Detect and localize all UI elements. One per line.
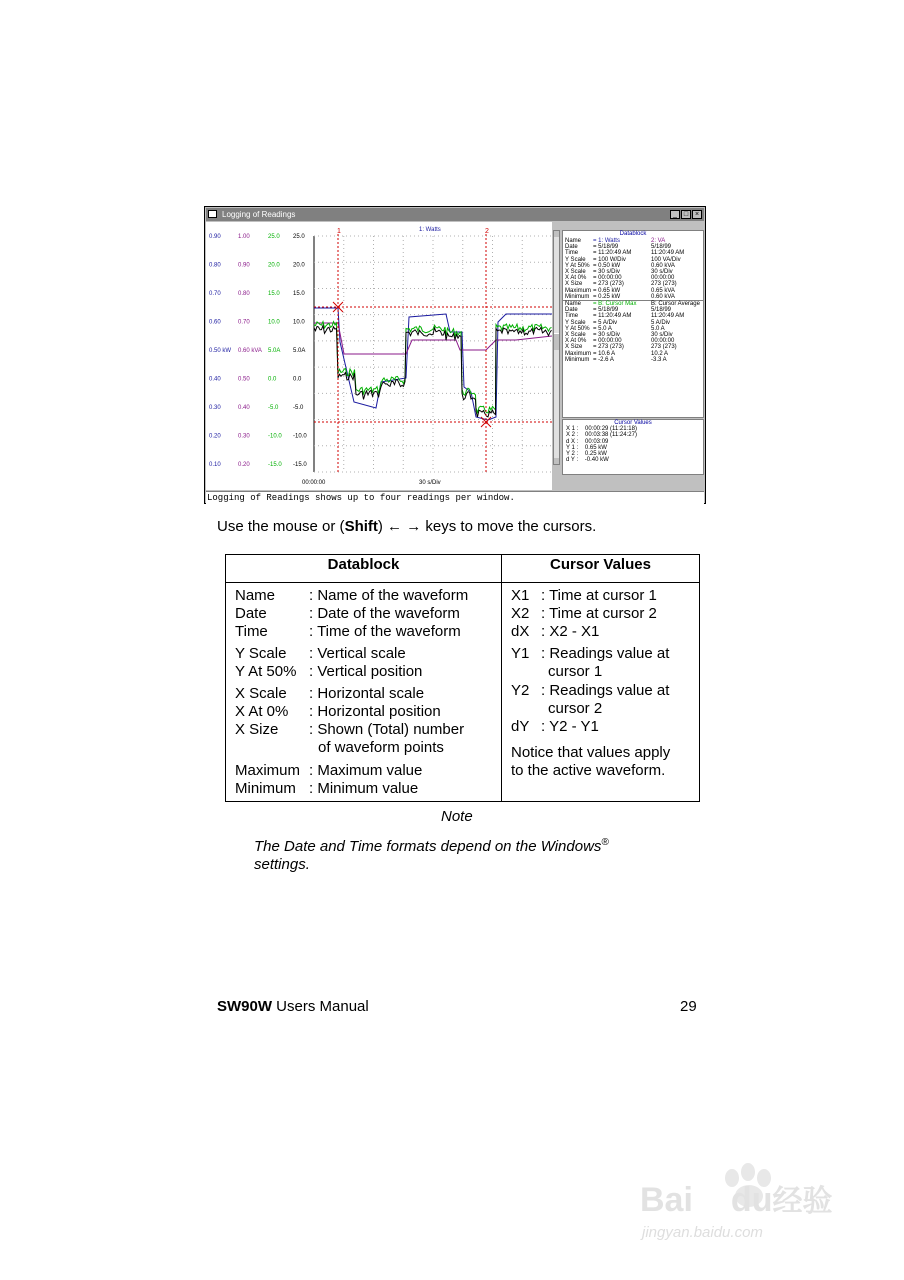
datablock-cell: X Scale	[565, 331, 586, 338]
datablock-panel	[562, 230, 704, 418]
datablock-cell: -3.3 A	[651, 356, 667, 363]
cursor-values-rows	[566, 426, 637, 464]
note-title: Note	[441, 808, 473, 825]
datablock-cell: Y At 50%	[565, 262, 590, 269]
datablock-cell: 0.60 kVA	[651, 293, 675, 300]
cursor-value-row: X 1 : 00:00:29 (11:21:18)	[566, 426, 637, 432]
note-reg: ®	[601, 837, 609, 848]
cursor-value-row: d X : 00:03:09	[566, 438, 609, 445]
close-button[interactable]: ×	[692, 210, 702, 219]
datablock-cell: = 30 s/Div	[593, 268, 620, 275]
table-definition: : X2 - X1	[541, 623, 600, 640]
table-definition: : Readings value at	[541, 645, 670, 662]
table-term: Y1	[511, 645, 530, 662]
datablock-cell: 273 (273)	[651, 281, 677, 288]
datablock-cell: 11:20:49 AM	[651, 250, 685, 257]
datablock-cell: = 0.50 kW	[593, 262, 621, 269]
axis-tick-label: -5.0	[293, 405, 304, 411]
datablock-cell: Maximum	[565, 287, 592, 294]
datablock-cell: Maximum	[565, 350, 592, 357]
table-term: X2	[511, 605, 530, 622]
table-term: dY	[511, 718, 530, 735]
table-term: Time	[235, 623, 268, 640]
table-definition: of waveform points	[318, 739, 444, 756]
watermark-bai: Bai	[640, 1181, 693, 1219]
datablock-cell: 0.60 kVA	[651, 262, 675, 269]
scroll-thumb[interactable]	[554, 333, 559, 350]
axis-tick-label: 25.0	[268, 234, 280, 240]
axis-labels	[209, 234, 307, 468]
datablock-cell: = 0.65 kW	[593, 287, 621, 294]
axis-tick-label: 0.0	[293, 376, 302, 383]
axis-tick-label: -10.0	[268, 433, 282, 440]
axis-tick-label: 10.0	[268, 319, 280, 326]
datablock-cell: = B: Cursor Max	[593, 301, 637, 307]
table-definition: : Y2 - Y1	[541, 718, 599, 735]
table-definition: : Date of the waveform	[309, 605, 460, 622]
datablock-cell: Date	[565, 307, 578, 314]
datablock-cell: Date	[565, 244, 578, 251]
cursor2-label: 2	[485, 228, 489, 235]
datablock-cell: = 10.6 A	[593, 350, 616, 357]
window-title: Logging of Readings	[222, 210, 296, 219]
cursor-value-row: d Y : -0.40 kW	[566, 457, 609, 464]
datablock-cell: = 5.0 A	[593, 325, 612, 332]
table-term: Minimum	[235, 780, 296, 797]
table-term: Name	[235, 587, 276, 604]
notice-text: Notice that values apply	[511, 744, 671, 761]
va-trace	[314, 323, 552, 354]
table-term: X Size	[235, 721, 279, 738]
datablock-cell: B: Cursor Average	[651, 301, 700, 307]
table-definition: cursor 2	[548, 700, 603, 717]
datablock-cell: Time	[565, 250, 579, 257]
baidu-watermark	[640, 1150, 860, 1250]
logging-window	[204, 206, 706, 504]
instruction-pre: Use the mouse or (	[217, 518, 345, 535]
datablock-cell: 30 s/Div	[651, 331, 673, 338]
datablock-header: Datablock	[619, 231, 647, 237]
instruction-post: ) ← → keys to move the cursors.	[377, 518, 597, 535]
axis-tick-label: 0.50	[238, 376, 250, 383]
datablock-top	[565, 238, 703, 300]
datablock-cell: Name	[565, 301, 582, 307]
note-body	[254, 834, 609, 874]
datablock-cell: 0.65 kVA	[651, 287, 675, 294]
table-term: Y At 50%	[235, 663, 297, 680]
datablock-row	[565, 357, 703, 363]
axis-tick-label: 5.0A	[268, 348, 281, 354]
scroll-down-icon[interactable]	[554, 458, 559, 464]
datablock-row	[565, 294, 703, 300]
table-term: X1	[511, 587, 530, 604]
cursor-values-header: Cursor Values	[614, 420, 652, 426]
table-term: X At 0%	[235, 703, 289, 720]
table-head-cursor-values: Cursor Values	[502, 555, 700, 583]
x-div-label: 30 s/Div	[419, 480, 441, 486]
footer-suffix: Users Manual	[272, 998, 369, 1015]
cursor-value-row: X 2 : 00:03:38 (11:24:27)	[566, 432, 637, 439]
datablock-cell: 100 VA/Div	[651, 256, 681, 263]
axis-tick-label: 15.0	[293, 291, 305, 297]
axis-tick-label: 0.50 kW	[209, 348, 232, 354]
table-definition: : Time at cursor 1	[541, 587, 657, 604]
axis-tick-label: 10.0	[293, 319, 305, 326]
datablock-cell: Y Scale	[565, 256, 586, 263]
instruction-shift: Shift	[344, 518, 378, 535]
datablock-cell: 2: VA	[651, 238, 666, 244]
axis-tick-label: 0.80	[238, 291, 250, 297]
axis-tick-label: -15.0	[268, 462, 282, 468]
datablock-cell: = 273 (273)	[593, 281, 624, 288]
table-definition: : Vertical scale	[309, 645, 406, 662]
notice-text: to the active waveform.	[511, 762, 666, 779]
axis-tick-label: 0.70	[209, 291, 221, 297]
axis-tick-label: 25.0	[293, 234, 305, 240]
datablock-cell: Minimum	[565, 356, 590, 363]
axis-tick-label: 0.80	[209, 262, 221, 269]
datablock-cell: = 5/18/99	[593, 244, 619, 251]
minimize-button[interactable]: _	[670, 210, 680, 219]
table-definition: : Time of the waveform	[309, 623, 461, 640]
scroll-up-icon[interactable]	[554, 231, 559, 237]
datablock-cell: 00:00:00	[651, 275, 675, 282]
axis-tick-label: 0.60	[209, 319, 221, 326]
table-definition: : Minimum value	[309, 780, 419, 797]
datablock-cell: Time	[565, 313, 579, 320]
table-term: Maximum	[235, 762, 301, 779]
reference-table	[225, 554, 700, 802]
cursor-value-row: Y 2 : 0.25 kW	[566, 451, 607, 458]
table-definition: : Horizontal position	[309, 703, 441, 720]
axis-tick-label: -10.0	[293, 433, 307, 440]
note-line1: The Date and Time formats depend on the Windows	[254, 838, 602, 855]
axis-tick-label: 20.0	[268, 262, 280, 269]
window-titlebar[interactable]	[206, 208, 704, 221]
datablock-cell: X At 0%	[565, 275, 587, 282]
waveform-plot[interactable]	[206, 222, 552, 490]
datablock-cell: = 5 A/Div	[593, 319, 618, 326]
table-term: X Scale	[235, 685, 287, 702]
datablock-cell: = -2.6 A	[593, 356, 614, 363]
status-bar: Logging of Readings shows up to four readings per window.	[206, 491, 704, 504]
footer-title	[217, 998, 369, 1015]
note-line2: settings.	[254, 856, 310, 873]
watermark-url: jingyan.baidu.com	[642, 1224, 763, 1241]
maximize-button[interactable]: □	[681, 210, 691, 219]
datablock-cell: = 1: Watts	[593, 238, 620, 244]
table-term: dX	[511, 623, 530, 640]
axis-tick-label: -5.0	[268, 405, 279, 411]
datablock-cell: 5.0 A	[651, 325, 665, 332]
axis-tick-label: 0.40	[238, 405, 250, 411]
datablock-cell: = 00:00:00	[593, 275, 622, 282]
datablock-cell: X At 0%	[565, 338, 587, 345]
axis-tick-label: 0.40	[209, 376, 221, 383]
datablock-cell: = 11:20:49 AM	[593, 313, 632, 320]
table-definition: : Horizontal scale	[309, 685, 425, 702]
datablock-cell: Name	[565, 238, 582, 244]
datablock-cell: Y Scale	[565, 319, 586, 326]
datablock-cell: Minimum	[565, 293, 590, 300]
datablock-cell: 30 s/Div	[651, 268, 673, 275]
table-term: Y Scale	[235, 645, 287, 662]
datablock-cell: 5 A/Div	[651, 319, 671, 326]
datablock-cell: X Size	[565, 344, 583, 351]
x-start-label: 00:00:00	[302, 480, 326, 486]
datablock-cell: 11:20:49 AM	[651, 313, 685, 320]
cursor-value-row: Y 1 : 0.65 kW	[566, 444, 607, 451]
datablock-scrollbar[interactable]	[553, 230, 560, 465]
table-head-datablock: Datablock	[226, 555, 502, 583]
datablock-cell: = 11:20:49 AM	[593, 250, 632, 257]
axis-tick-label: 0.30	[209, 405, 221, 411]
table-definition: : Maximum value	[309, 762, 423, 779]
axis-tick-label: -15.0	[293, 462, 307, 468]
table-definition: cursor 1	[548, 663, 603, 680]
table-definition: : Time at cursor 2	[541, 605, 657, 622]
table-definition: : Name of the waveform	[309, 587, 469, 604]
axis-tick-label: 0.30	[238, 433, 250, 440]
axis-tick-label: 0.20	[238, 462, 250, 468]
axis-tick-label: 0.90	[238, 262, 250, 269]
cursor1-label: 1	[337, 228, 341, 235]
page-number: 29	[680, 998, 697, 1015]
datablock-cell: 5/18/99	[651, 244, 672, 251]
trace-title: 1: Watts	[419, 227, 441, 233]
datablock-cell: 5/18/99	[651, 307, 672, 314]
datablock-cell: X Scale	[565, 268, 586, 275]
axis-tick-label: 0.90	[209, 234, 221, 240]
datablock-bottom	[565, 301, 703, 363]
datablock-cell: = 100 W/Div	[593, 256, 626, 263]
instruction-text	[217, 518, 596, 535]
watermark-cn: 经验	[772, 1185, 833, 1218]
datablock-cell: 10.2 A	[651, 350, 669, 357]
axis-tick-label: 1.00	[238, 234, 250, 240]
watermark-du: du	[730, 1181, 773, 1219]
datablock-cell: 00:00:00	[651, 338, 675, 345]
datablock-cell: = 00:00:00	[593, 338, 622, 345]
datablock-cell: = 5/18/99	[593, 307, 619, 314]
datablock-cell: = 0.25 kW	[593, 293, 621, 300]
axis-tick-label: 0.0	[268, 376, 277, 383]
axis-tick-label: 0.20	[209, 433, 221, 440]
axis-tick-label: 0.70	[238, 319, 250, 326]
table-definition: : Readings value at	[541, 682, 670, 699]
table-term: Y2	[511, 682, 530, 699]
plot-area[interactable]	[206, 222, 552, 490]
datablock-cell: X Size	[565, 281, 583, 288]
axis-tick-label: 5.0A	[293, 348, 306, 354]
datablock-cell: 273 (273)	[651, 344, 677, 351]
cursor-max-trace	[314, 322, 552, 413]
axis-tick-label: 20.0	[293, 262, 305, 269]
app-icon	[208, 210, 217, 218]
datablock-cell: = 30 s/Div	[593, 331, 620, 338]
cursor-values-panel	[562, 419, 704, 475]
axis-tick-label: 0.10	[209, 462, 221, 468]
table-definition: : Shown (Total) number	[309, 721, 465, 738]
footer-product: SW90W	[217, 998, 273, 1015]
table-definition: : Vertical position	[309, 663, 423, 680]
axis-tick-label: 15.0	[268, 291, 280, 297]
datablock-cell: Y At 50%	[565, 325, 590, 332]
datablock-cell: = 273 (273)	[593, 344, 624, 351]
axis-tick-label: 0.60 kVA	[238, 348, 262, 354]
table-term: Date	[235, 605, 267, 622]
